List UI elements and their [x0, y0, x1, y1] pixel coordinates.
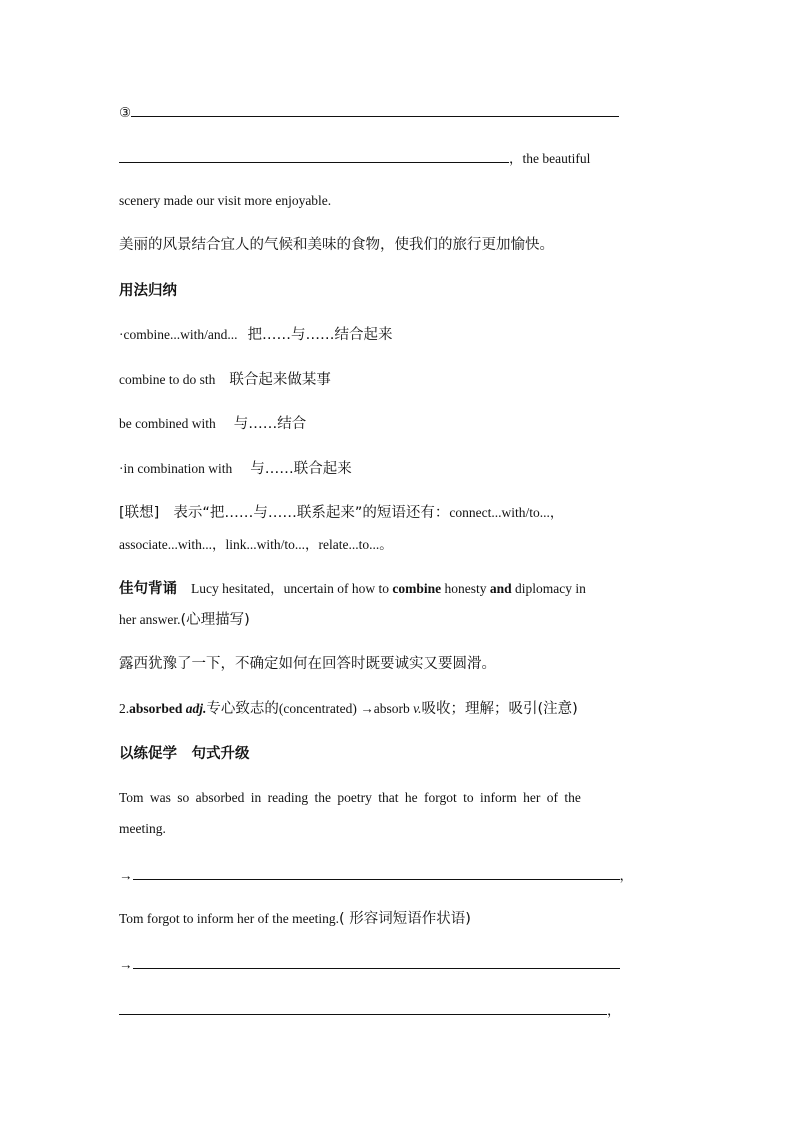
example-text: Lucy hesitated，uncertain of how to [191, 581, 389, 596]
keyword-combine: combine [392, 581, 442, 596]
exercise-3-continuation [119, 148, 590, 168]
answer-blank[interactable] [119, 148, 509, 163]
practice-sentence: Tom was so absorbed in reading the poetry that he forgot to inform her of the [119, 790, 581, 805]
example-text: her answer. [119, 612, 181, 627]
usage-meaning: 把……与……结合起来 [247, 327, 393, 343]
practice-sentence-end: meeting. [119, 821, 166, 836]
example-label: 佳句背诵 [119, 581, 177, 597]
example-sentence [119, 580, 586, 598]
practice-heading: 以练促学 句式升级 [119, 746, 250, 762]
answer-blank[interactable] [133, 865, 620, 880]
answer-blank[interactable] [119, 1000, 607, 1015]
answer-blank[interactable] [131, 102, 619, 117]
usage-meaning: 与……联合起来 [250, 461, 352, 477]
arrow: → [119, 957, 133, 972]
comma: ， [607, 1003, 621, 1018]
association-line [119, 504, 563, 522]
exercise-marker: ③ [119, 105, 132, 120]
keyword-and: and [489, 581, 512, 596]
sentence-continuation: the beautiful [522, 151, 591, 166]
exercise-3-line [119, 102, 619, 122]
entry-synonym: (concentrated) [278, 701, 357, 716]
sentence-line: scenery made our visit more enjoyable. [119, 193, 332, 208]
part-of-speech: v. [413, 701, 422, 716]
usage-heading: 用法归纳 [119, 283, 177, 299]
example-sentence-end [119, 611, 250, 629]
example-note: (心理描写) [180, 612, 250, 628]
usage-meaning: 与……结合 [233, 416, 307, 432]
rewrite-line-continued [119, 1000, 621, 1020]
practice-note: ( 形容词短语作状语) [339, 911, 471, 927]
usage-item [119, 371, 331, 389]
practice-text: Tom forgot to inform her of the meeting. [119, 911, 340, 926]
answer-blank[interactable] [133, 954, 620, 969]
rewrite-line [119, 865, 633, 885]
entry-note: (注意) [537, 701, 578, 717]
usage-item [119, 460, 352, 478]
practice-sentence-2 [119, 910, 471, 928]
association-list-line: associate...with...，link...with/to...，relate...to...。 [119, 537, 393, 552]
arrow: → [119, 868, 133, 883]
related-meaning: 吸收；理解；吸引 [421, 701, 538, 717]
example-text: diplomacy in [514, 581, 586, 596]
part-of-speech: adj. [185, 701, 207, 716]
related-word: →absorb [360, 701, 410, 716]
usage-meaning: 联合起来做某事 [229, 372, 331, 388]
usage-phrase: ·in combination with [119, 461, 233, 476]
usage-phrase: combine to do sth [119, 372, 216, 387]
entry-word: absorbed [129, 701, 183, 716]
association-text: 表示“把……与……联系起来”的短语还有： [173, 505, 450, 521]
association-label: [联想] [119, 505, 160, 521]
entry-absorbed [119, 700, 578, 718]
usage-phrase: be combined with [119, 416, 216, 431]
entry-meaning: 专心致志的 [206, 701, 279, 717]
entry-number: 2. [119, 701, 130, 716]
association-list: connect...with/to...， [449, 505, 564, 520]
comma: ， [509, 151, 523, 166]
usage-item [119, 415, 306, 433]
translation: 美丽的风景结合宜人的气候和美味的食物，使我们的旅行更加愉快。 [119, 237, 554, 253]
comma: ， [619, 868, 633, 883]
example-text: honesty [444, 581, 487, 596]
rewrite-line [119, 954, 620, 974]
example-translation: 露西犹豫了一下，不确定如何在回答时既要诚实又要圆滑。 [119, 656, 496, 672]
usage-item [119, 326, 392, 344]
usage-phrase: ·combine...with/and... [119, 327, 238, 342]
